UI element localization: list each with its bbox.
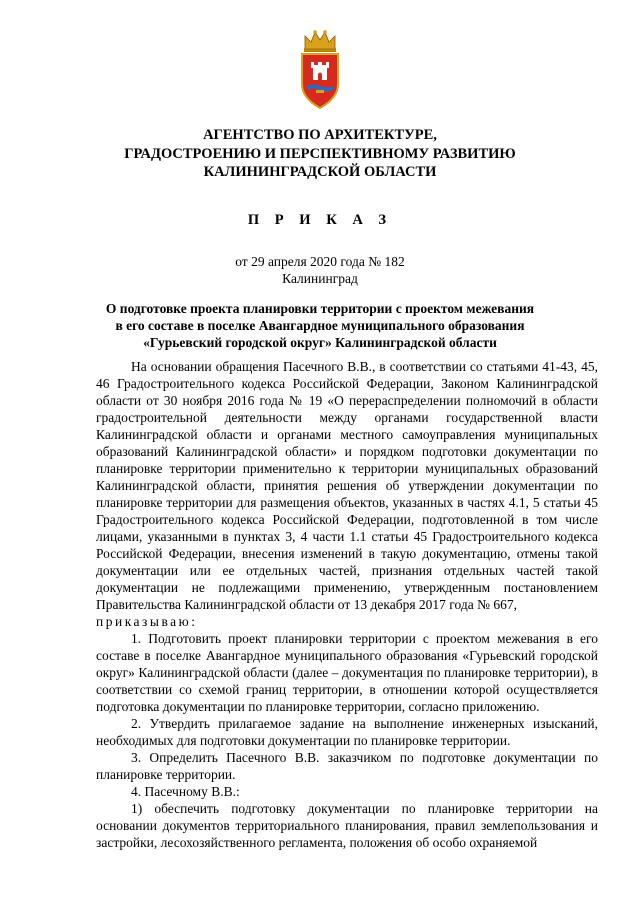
order-date-number: от 29 апреля 2020 года № 182	[235, 254, 405, 269]
agency-name	[0, 126, 640, 182]
order-item: 4. Пасечному В.В.:	[131, 784, 240, 799]
agency-line: ГРАДОСТРОЕНИЮ И ПЕРСПЕКТИВНОМУ РАЗВИТИЮ	[124, 145, 516, 162]
subject-line: «Гурьевский городской округ» Калининградской области	[143, 335, 497, 350]
agency-line: КАЛИНИНГРАДСКОЙ ОБЛАСТИ	[203, 164, 437, 180]
subject-line: в его составе в поселке Авангардное муниципального образования	[115, 318, 525, 333]
agency-line: АГЕНТСТВО ПО АРХИТЕКТУРЕ,	[203, 127, 437, 143]
prikazyvayu-text: приказываю:	[96, 614, 198, 629]
order-title: П Р И К А З	[247, 212, 393, 228]
order-city: Калининград	[282, 271, 358, 286]
preamble-paragraph: На основании обращения Пасечного В.В., в соответствии со статьями 41-43, 45, 46 Градостроительного кодекса Российской Федерации, Законом Калининградской области от 30 ноября 2016 года № 19 «О перераспределении полномочий в области градостроительной деятельности между органами государственной власти Калининградской области и органами местного самоуправления муниципальных образований Калининградской области» и порядком подготовки документации по планировке территории применительно к территории муниципальных образований Калининградской области, принятия решения об утверждении документации по планировке территории для размещения объектов, указанных в частях 4.1, 5 статьи 45 Градостроительного кодекса Российской Федерации, подготовленной в том числе лицами, указанными в пунктах 3, 4 части 1.1 статьи 45 Градостроительного кодекса Российской Федерации, внесения изменений в такую документацию, отмены такой документации или ее отдельных частей, признания отдельных частей такой документации не подлежащими применению, утвержденным постановлением Правительства Калининградской области от 13 декабря 2017 года № 667,	[96, 359, 598, 612]
order-item: 2. Утвердить прилагаемое задание на выполнение инженерных изысканий, необходимых для подготовки документации по планировке территории.	[96, 716, 598, 748]
subject-line: О подготовке проекта планировки территории с проектом межевания	[105, 301, 535, 316]
coat-of-arms-icon	[299, 28, 341, 110]
order-item: 3. Определить Пасечного В.В. заказчиком по подготовке документации по планировке территории.	[96, 750, 598, 782]
order-item: 1) обеспечить подготовку документации по планировке территории на основании документов территориального планирования, правил землепользования и застройки, лесохозяйственного регламента, положения об особо охраняемой	[96, 801, 598, 850]
order-item: 1. Подготовить проект планировки территории с проектом межевания в его составе в поселке Авангардное муниципального образования «Гурьевский городской округ» Калининградской области (далее – документация по планировке территории), в соответствии со схемой границ территории, в отношении которой осуществляется подготовка документации по планировке территории, согласно приложению.	[96, 631, 598, 714]
order-meta	[0, 253, 640, 287]
order-body	[96, 358, 598, 851]
order-subject	[0, 300, 640, 351]
